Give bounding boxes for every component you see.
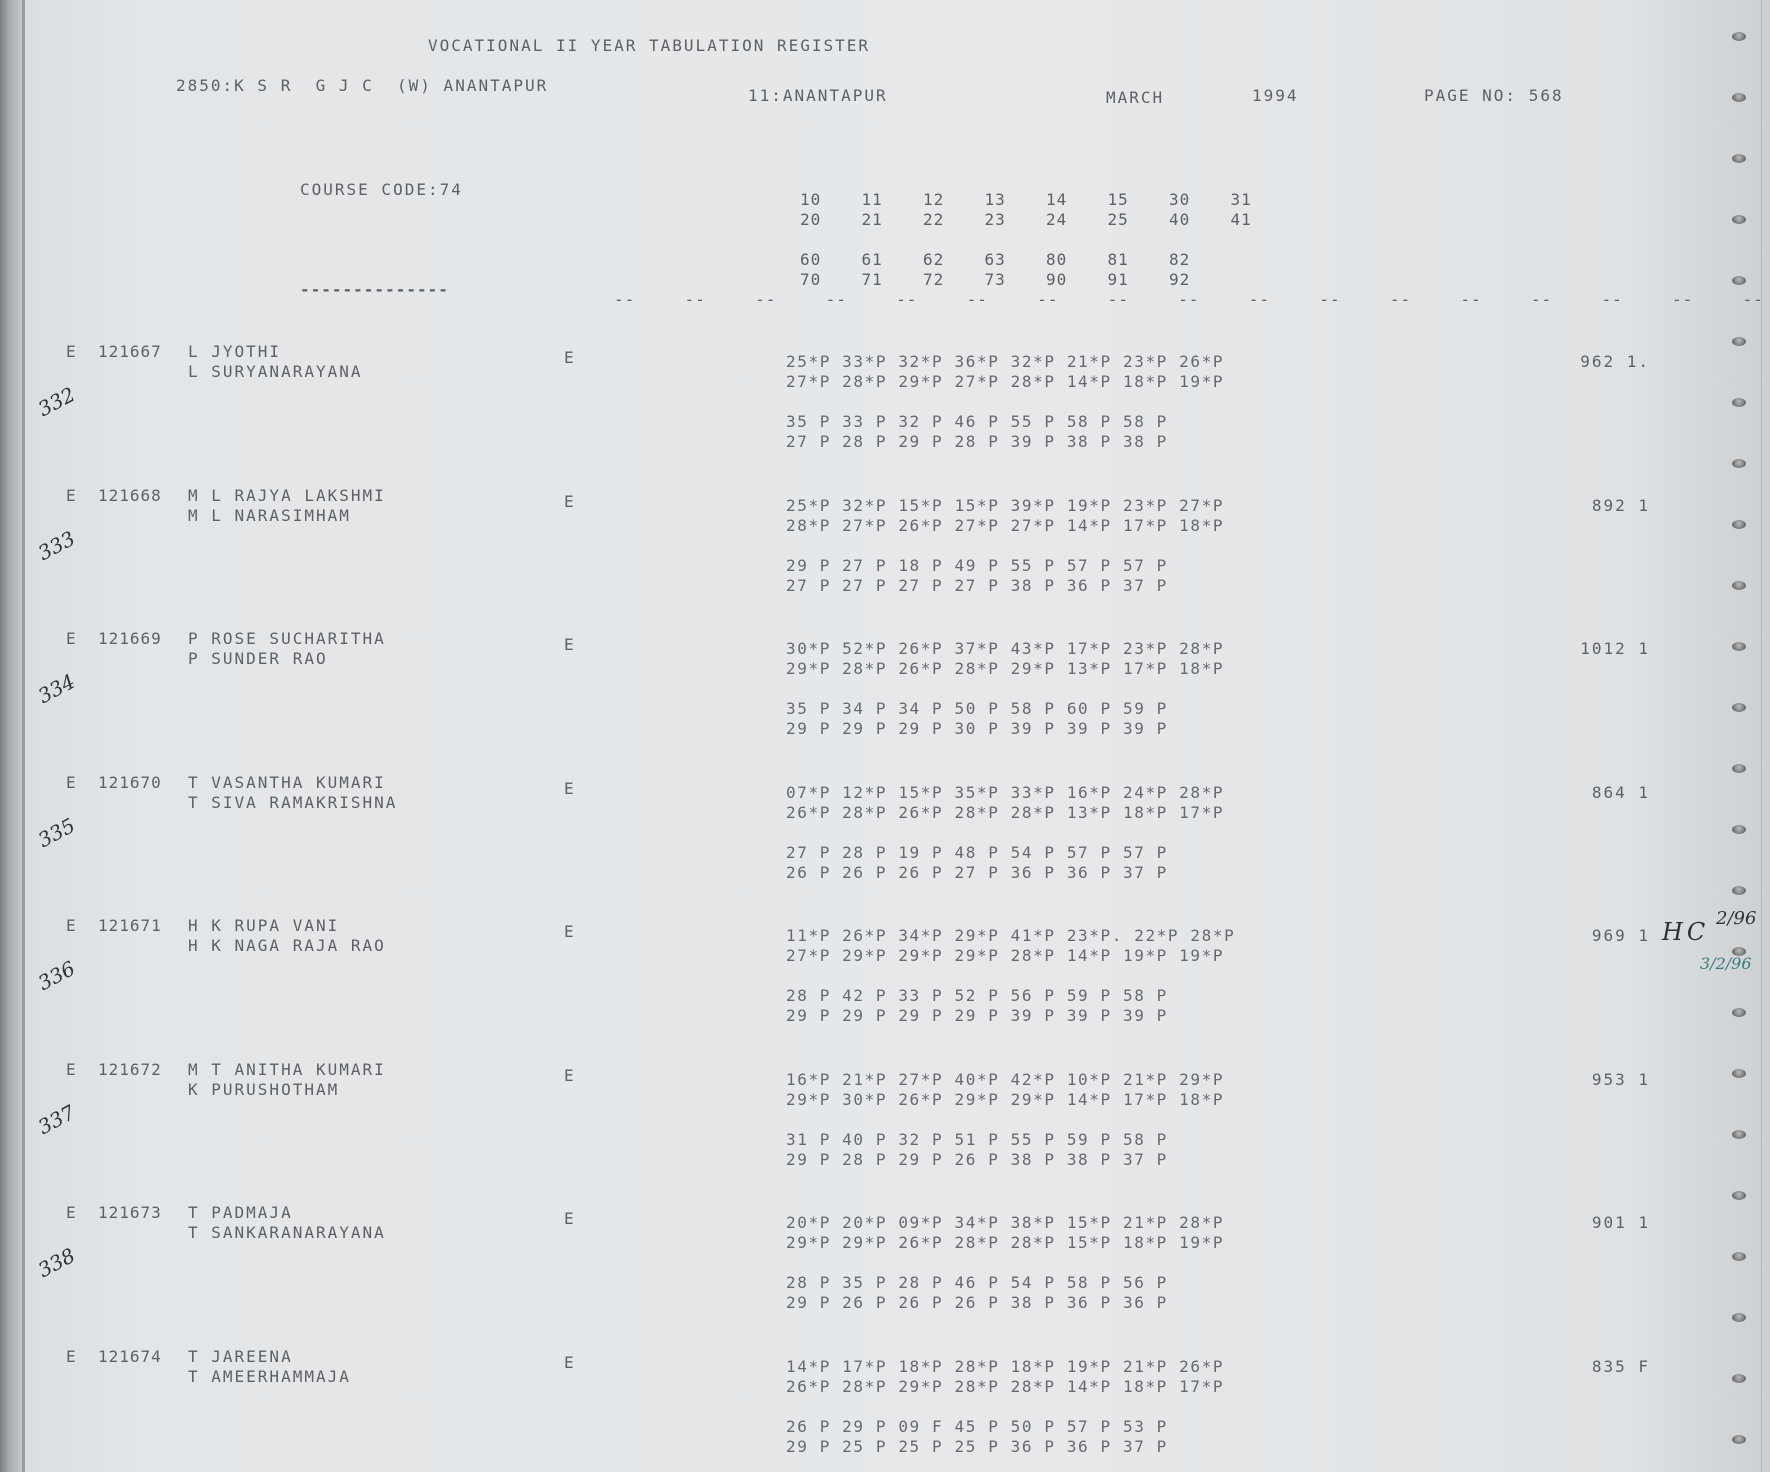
tractor-feed-strip — [1761, 0, 1762, 1472]
student-name: M T ANITHA KUMARI — [188, 1059, 386, 1079]
subject-code: 70 — [800, 270, 822, 289]
total-result: 892 1 — [1591, 495, 1650, 515]
feed-hole — [1732, 1374, 1746, 1383]
feed-hole — [1732, 642, 1746, 651]
feed-hole — [1732, 93, 1746, 102]
marks-row-1: 14*P 17*P 18*P 28*P 18*P 19*P 21*P 26*P — [786, 1356, 1225, 1376]
marks-row-4: 29 P 28 P 29 P 26 P 38 P 38 P 37 P — [786, 1149, 1168, 1169]
registration-number: 121672 — [98, 1059, 162, 1079]
feed-hole — [1732, 337, 1746, 346]
page-number: PAGE NO: 568 — [1424, 86, 1564, 105]
registration-number: 121670 — [98, 772, 162, 792]
record-code: E — [66, 629, 78, 648]
marks-row-1: 25*P 32*P 15*P 15*P 39*P 19*P 23*P 27*P — [786, 495, 1225, 515]
subject-code: 73 — [984, 270, 1006, 289]
record-code: E — [66, 772, 78, 792]
handwritten-date: 2/96 — [1716, 908, 1757, 929]
marks-row-3: 27 P 28 P 19 P 48 P 54 P 57 P 57 P — [786, 842, 1168, 862]
subject-code: 15 — [1107, 190, 1129, 209]
subject-code: 14 — [1046, 190, 1068, 209]
handwritten-serial: 335 — [34, 812, 79, 852]
marks-row-4: 27 P 27 P 27 P 27 P 38 P 36 P 37 P — [786, 575, 1168, 595]
subject-code: 21 — [861, 210, 883, 229]
parent-name: T SIVA RAMAKRISHNA — [188, 792, 398, 812]
feed-hole — [1732, 520, 1746, 529]
marks-row-2: 28*P 27*P 26*P 27*P 27*P 14*P 17*P 18*P — [786, 515, 1225, 535]
total-result: 1012 1 — [1580, 639, 1650, 658]
feed-hole — [1732, 1008, 1746, 1017]
handwritten-date-teal: 3/2/96 — [1700, 954, 1752, 973]
register-title: VOCATIONAL II YEAR TABULATION REGISTER — [428, 36, 871, 55]
parent-name: T AMEERHAMMAJA — [188, 1366, 351, 1386]
feed-hole — [1732, 703, 1746, 712]
registration-number: 121668 — [98, 485, 162, 505]
student-name: T JAREENA — [188, 1346, 293, 1366]
subject-code: 23 — [984, 210, 1006, 229]
marks-row-4: 29 P 29 P 29 P 30 P 39 P 39 P 39 P — [786, 719, 1168, 738]
marks-row-4: 27 P 28 P 29 P 28 P 39 P 38 P 38 P — [786, 432, 1168, 451]
marks-row-1: 20*P 20*P 09*P 34*P 38*P 15*P 21*P 28*P — [786, 1213, 1225, 1232]
subject-code: 24 — [1046, 210, 1068, 229]
subject-code: 82 — [1169, 250, 1191, 269]
student-name: H K RUPA VANI — [188, 916, 340, 935]
district-name: 11:ANANTAPUR — [748, 86, 888, 105]
parent-name: L SURYANARAYANA — [188, 362, 363, 381]
marks-row-3: 28 P 42 P 33 P 52 P 56 P 59 P 58 P — [786, 986, 1168, 1005]
marks-row-1: 25*P 33*P 32*P 36*P 32*P 21*P 23*P 26*P — [786, 352, 1225, 371]
marks-row-1: 11*P 26*P 34*P 29*P 41*P 23*P. 22*P 28*P — [786, 926, 1236, 945]
marks-row-1: 16*P 21*P 27*P 40*P 42*P 10*P 21*P 29*P — [786, 1069, 1225, 1089]
subject-code: 80 — [1046, 250, 1068, 269]
record-code: E — [66, 1059, 78, 1079]
total-result: 962 1. — [1580, 352, 1650, 371]
subject-code: 20 — [800, 210, 822, 229]
marks-row-4: 29 P 26 P 26 P 26 P 38 P 36 P 36 P — [786, 1293, 1168, 1312]
record-code: E — [66, 485, 78, 505]
registration-number: 121669 — [98, 629, 162, 648]
marks-row-2: 27*P 28*P 29*P 27*P 28*P 14*P 18*P 19*P — [786, 372, 1225, 391]
handwritten-serial: 337 — [34, 1099, 79, 1139]
feed-hole — [1732, 581, 1746, 590]
total-result: 969 1 — [1591, 926, 1650, 945]
subject-code: 12 — [923, 190, 945, 209]
handwritten-serial: 332 — [34, 382, 79, 422]
record-code: E — [66, 916, 78, 935]
subject-code: 60 — [800, 250, 822, 269]
marks-row-3: 29 P 27 P 18 P 49 P 55 P 57 P 57 P — [786, 555, 1168, 575]
medium-code: E — [564, 491, 576, 511]
record-code: E — [66, 342, 78, 361]
separator-left: -------------- — [300, 280, 449, 299]
college-name: 2850:K S R G J C (W) ANANTAPUR — [176, 76, 549, 95]
handwritten-serial: 336 — [34, 956, 79, 996]
handwritten-initials: HC — [1662, 918, 1710, 946]
feed-hole — [1732, 276, 1746, 285]
medium-code: E — [564, 922, 576, 941]
feed-hole — [1732, 1191, 1746, 1200]
student-name: P ROSE SUCHARITHA — [188, 629, 386, 648]
subject-code: 71 — [861, 270, 883, 289]
marks-row-4: 29 P 29 P 29 P 29 P 39 P 39 P 39 P — [786, 1006, 1168, 1025]
feed-hole — [1732, 459, 1746, 468]
feed-hole — [1732, 886, 1746, 895]
subject-code: 72 — [923, 270, 945, 289]
medium-code: E — [564, 348, 576, 367]
subject-code: 10 — [800, 190, 822, 209]
subject-code: 92 — [1169, 270, 1191, 289]
medium-code: E — [564, 1352, 576, 1372]
subject-code: 13 — [984, 190, 1006, 209]
marks-row-2: 26*P 28*P 26*P 28*P 28*P 13*P 18*P 17*P — [786, 802, 1225, 822]
student-name: L JYOTHI — [188, 342, 282, 361]
registration-number: 121671 — [98, 916, 162, 935]
subject-code: 61 — [861, 250, 883, 269]
registration-number: 121673 — [98, 1203, 162, 1222]
marks-row-3: 28 P 35 P 28 P 46 P 54 P 58 P 56 P — [786, 1273, 1168, 1292]
total-result: 953 1 — [1591, 1069, 1650, 1089]
binder-edge — [22, 0, 25, 1472]
parent-name: H K NAGA RAJA RAO — [188, 936, 386, 955]
feed-hole — [1732, 398, 1746, 407]
course-code: COURSE CODE:74 — [300, 180, 463, 199]
medium-code: E — [564, 1065, 576, 1085]
medium-code: E — [564, 1209, 576, 1228]
feed-hole — [1732, 825, 1746, 834]
marks-row-3: 35 P 33 P 32 P 46 P 55 P 58 P 58 P — [786, 412, 1168, 431]
student-name: T VASANTHA KUMARI — [188, 772, 386, 792]
registration-number: 121674 — [98, 1346, 162, 1366]
total-result: 835 F — [1591, 1356, 1650, 1376]
feed-hole — [1732, 1130, 1746, 1139]
feed-hole — [1732, 1435, 1746, 1444]
total-result: 901 1 — [1591, 1213, 1650, 1232]
subject-code: 40 — [1169, 210, 1191, 229]
marks-row-3: 31 P 40 P 32 P 51 P 55 P 59 P 58 P — [786, 1129, 1168, 1149]
feed-hole — [1732, 32, 1746, 41]
marks-row-2: 27*P 29*P 29*P 29*P 28*P 14*P 19*P 19*P — [786, 946, 1225, 965]
subject-code: 63 — [984, 250, 1006, 269]
handwritten-serial: 333 — [34, 525, 79, 565]
binder-strip — [0, 0, 22, 1472]
exam-month: MARCH — [1106, 88, 1165, 107]
marks-row-1: 07*P 12*P 15*P 35*P 33*P 16*P 24*P 28*P — [786, 782, 1225, 802]
subject-code: 62 — [923, 250, 945, 269]
marks-row-2: 29*P 30*P 26*P 29*P 29*P 14*P 17*P 18*P — [786, 1089, 1225, 1109]
marks-row-3: 26 P 29 P 09 F 45 P 50 P 57 P 53 P — [786, 1416, 1168, 1436]
marks-row-2: 26*P 28*P 29*P 28*P 28*P 14*P 18*P 17*P — [786, 1376, 1225, 1396]
medium-code: E — [564, 778, 576, 798]
subject-code: 31 — [1230, 190, 1252, 209]
subject-code: 41 — [1230, 210, 1252, 229]
subject-code: 91 — [1107, 270, 1129, 289]
marks-row-1: 30*P 52*P 26*P 37*P 43*P 17*P 23*P 28*P — [786, 639, 1225, 658]
feed-hole — [1732, 215, 1746, 224]
feed-hole — [1732, 1069, 1746, 1078]
parent-name: T SANKARANARAYANA — [188, 1223, 386, 1242]
parent-name: M L NARASIMHAM — [188, 505, 351, 525]
feed-hole — [1732, 154, 1746, 163]
record-code: E — [66, 1203, 78, 1222]
marks-row-4: 26 P 26 P 26 P 27 P 36 P 36 P 37 P — [786, 862, 1168, 882]
parent-name: K PURUSHOTHAM — [188, 1079, 340, 1099]
handwritten-serial: 338 — [34, 1243, 79, 1283]
subject-code: 81 — [1107, 250, 1129, 269]
record-code: E — [66, 1346, 78, 1366]
feed-hole — [1732, 1313, 1746, 1322]
subject-code: 30 — [1169, 190, 1191, 209]
feed-hole — [1732, 764, 1746, 773]
handwritten-serial: 334 — [34, 669, 79, 709]
marks-row-3: 35 P 34 P 34 P 50 P 58 P 60 P 59 P — [786, 699, 1168, 718]
exam-year: 1994 — [1252, 86, 1299, 105]
student-name: M L RAJYA LAKSHMI — [188, 485, 386, 505]
marks-row-2: 29*P 29*P 26*P 28*P 28*P 15*P 18*P 19*P — [786, 1233, 1225, 1252]
feed-hole — [1732, 1252, 1746, 1261]
subject-code: 90 — [1046, 270, 1068, 289]
marks-row-4: 29 P 25 P 25 P 25 P 36 P 36 P 37 P — [786, 1436, 1168, 1456]
medium-code: E — [564, 635, 576, 654]
parent-name: P SUNDER RAO — [188, 649, 328, 668]
total-result: 864 1 — [1591, 782, 1650, 802]
subject-code: 11 — [861, 190, 883, 209]
marks-row-2: 29*P 28*P 26*P 28*P 29*P 13*P 17*P 18*P — [786, 659, 1225, 678]
subject-code: 22 — [923, 210, 945, 229]
student-name: T PADMAJA — [188, 1203, 293, 1222]
subject-code: 25 — [1107, 210, 1129, 229]
registration-number: 121667 — [98, 342, 162, 361]
separator-right: -- -- -- -- -- -- -- -- -- -- -- -- -- -- -- -- -- — [614, 290, 1764, 309]
